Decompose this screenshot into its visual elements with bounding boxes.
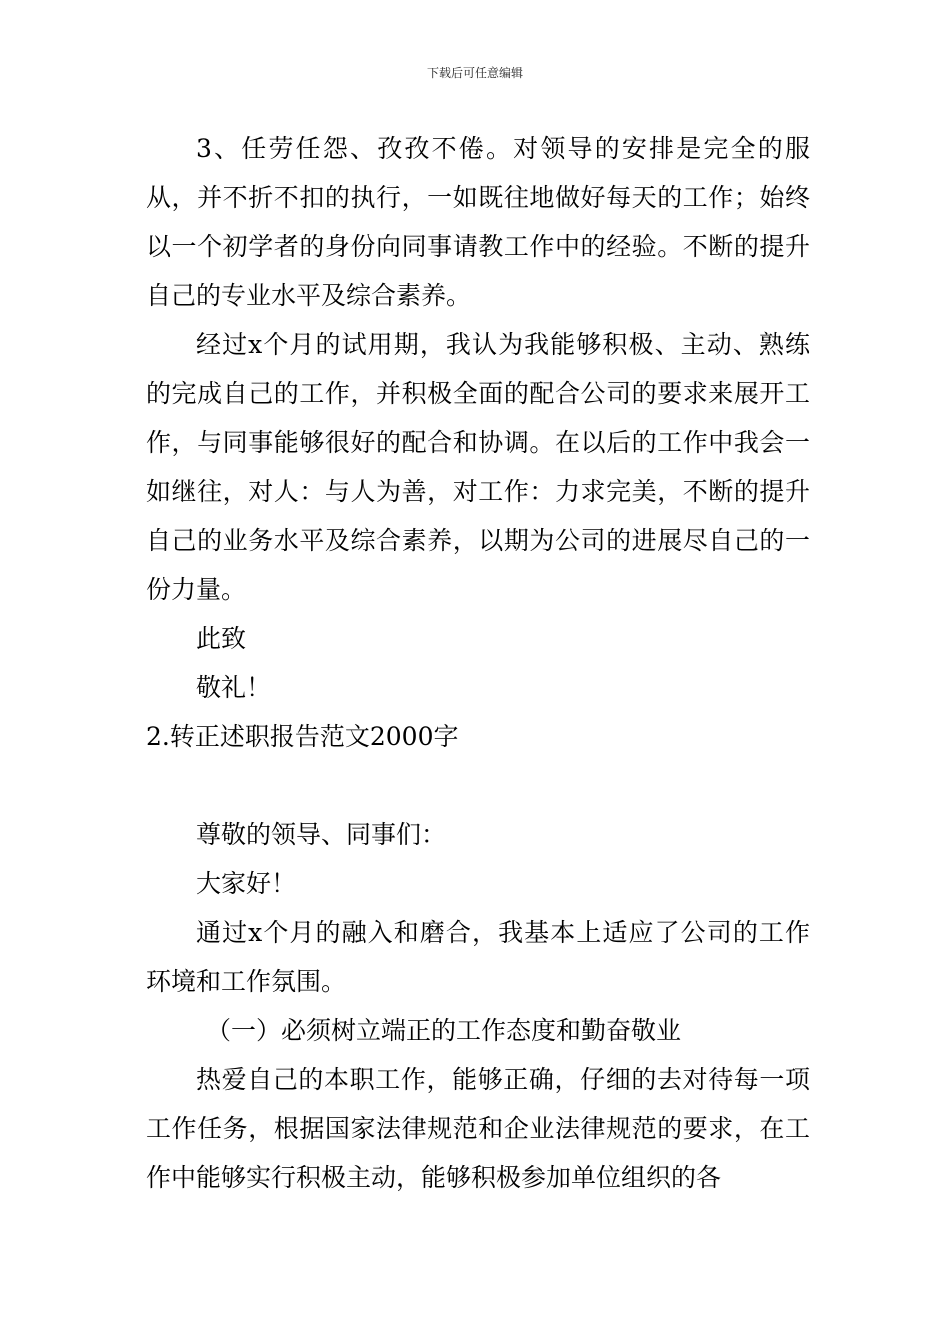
subheading: （一）必须树立端正的工作态度和勤奋敬业 (206, 1016, 682, 1045)
header-note: 下载后可任意编辑 (426, 66, 523, 80)
paragraph-4: 热爱自己的本职工作，能够正确，仔细的去对待每一项工作任务，根据国家法律规范和企业法律规范的要求，在工作中能够实行积极主动，能够积极参加单位组织的各 (146, 1065, 810, 1192)
blank-line (146, 761, 810, 810)
paragraph-3: 通过x个月的融入和磨合，我基本上适应了公司的工作环境和工作氛围。 (146, 918, 810, 996)
closing-line-1: 此致 (196, 624, 247, 653)
paragraph-2: 经过x个月的试用期，我认为我能够积极、主动、熟练的完成自己的工作，并积极全面的配合公司的要求来展开工作，与同事能够很好的配合和协调。在以后的工作中我会一如继往，对人：与人为善，对工作：力求完美，不断的提升自己的业务水平及综合素养，以期为公司的进展尽自己的一份力量。 (146, 330, 810, 604)
document-body (146, 124, 810, 1202)
salutation: 尊敬的领导、同事们： (196, 820, 447, 849)
paragraph-1: 3、任劳任怨、孜孜不倦。对领导的安排是完全的服从，并不折不扣的执行，一如既往地做好每天的工作；始终以一个初学者的身份向同事请教工作中的经验。不断的提升自己的专业水平及综合素养。 (146, 134, 810, 310)
section-title: 2.转正述职报告范文2000字 (146, 722, 459, 751)
greeting: 大家好！ (196, 869, 297, 898)
closing-line-2: 敬礼！ (196, 673, 272, 702)
